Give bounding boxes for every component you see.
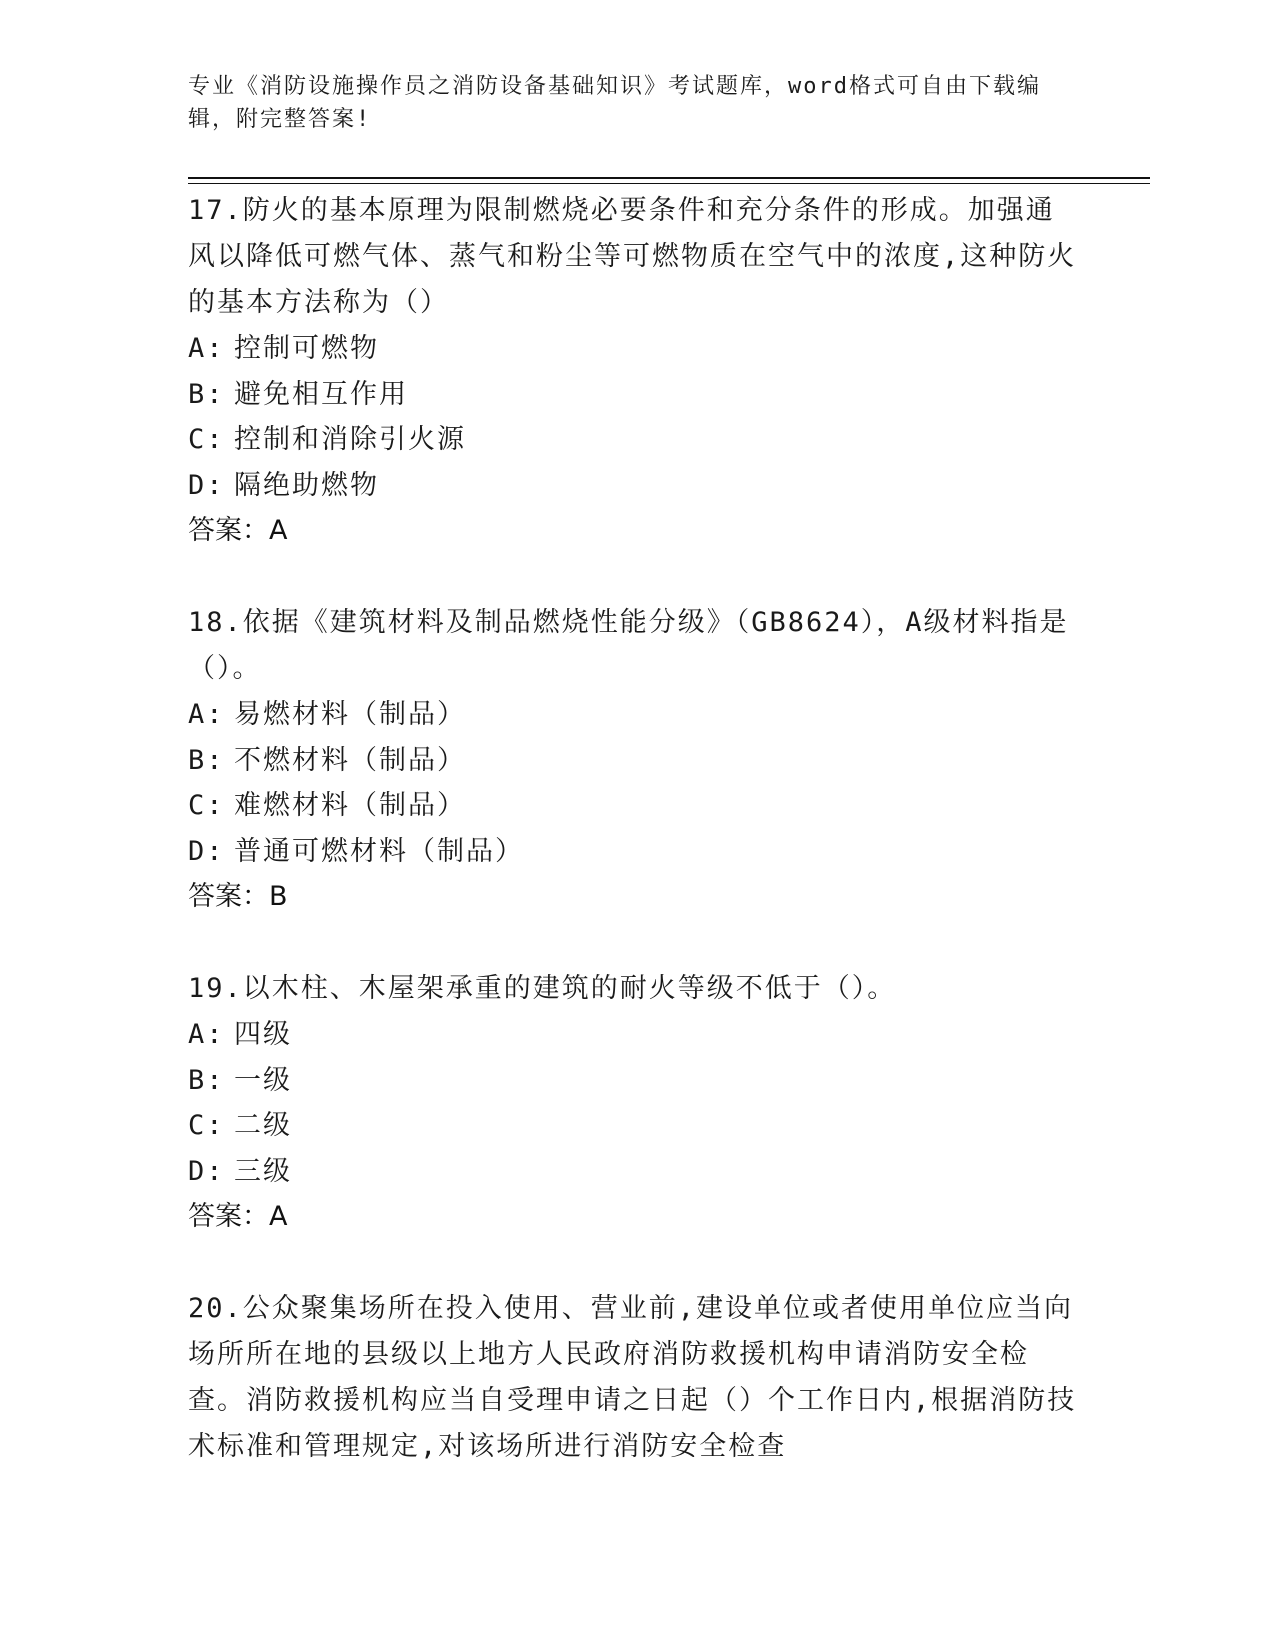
answer-label: 答案：A (188, 515, 288, 546)
option-key: D: (188, 835, 225, 867)
option-key: D: (188, 1155, 225, 1187)
option-key: A: (188, 699, 225, 730)
question-18 (188, 600, 1078, 920)
question-20 (188, 1286, 1078, 1470)
option-a (188, 692, 1078, 738)
option-d (188, 1149, 1078, 1195)
header-divider-thin (188, 183, 1150, 184)
option-key: B: (188, 378, 225, 410)
option-c (188, 783, 1078, 829)
option-key: A: (188, 333, 225, 364)
option-text: 避免相互作用 (234, 378, 408, 410)
question-spacer (188, 1240, 1078, 1286)
question-stem: 17.防火的基本原理为限制燃烧必要条件和充分条件的形成。加强通风以降低可燃气体、蒸气和粉尘等可燃物质在空气中的浓度,这种防火的基本方法称为（） (188, 195, 1077, 318)
option-key: A: (188, 1019, 225, 1050)
option-a (188, 326, 1078, 372)
option-text: 控制和消除引火源 (234, 424, 466, 455)
option-c (188, 1103, 1078, 1149)
answer-label: 答案：A (188, 1201, 288, 1232)
option-text: 控制可燃物 (234, 333, 379, 364)
option-text: 隔绝助燃物 (234, 469, 379, 501)
question-stem: 19.以木柱、木屋架承重的建筑的耐火等级不低于（）。 (188, 973, 897, 1004)
option-text: 难燃材料（制品） (234, 790, 466, 821)
option-b (188, 372, 1078, 418)
question-list (188, 188, 1078, 1470)
document-header: 专业《消防设施操作员之消防设备基础知识》考试题库，word格式可自由下载编辑，附完整答案! (188, 74, 1041, 132)
option-text: 二级 (234, 1110, 292, 1141)
option-d (188, 463, 1078, 509)
option-text: 不燃材料（制品） (234, 744, 466, 776)
question-17 (188, 188, 1078, 554)
question-19 (188, 966, 1078, 1240)
option-key: B: (188, 1064, 225, 1096)
option-d (188, 829, 1078, 875)
option-b (188, 1058, 1078, 1104)
option-text: 易燃材料（制品） (234, 699, 466, 730)
option-b (188, 738, 1078, 784)
option-key: D: (188, 469, 225, 501)
question-spacer (188, 554, 1078, 600)
question-stem: 18.依据《建筑材料及制品燃烧性能分级》（GB8624），A级材料指是（）。 (188, 607, 1069, 684)
option-text: 普通可燃材料（制品） (234, 835, 524, 867)
option-text: 四级 (234, 1019, 292, 1050)
option-key: B: (188, 744, 225, 776)
option-text: 一级 (234, 1064, 292, 1096)
option-key: C: (188, 424, 225, 455)
option-a (188, 1012, 1078, 1058)
header-divider-thick (188, 177, 1150, 179)
option-text: 三级 (234, 1155, 292, 1187)
question-stem: 20.公众聚集场所在投入使用、营业前,建设单位或者使用单位应当向场所所在地的县级以上地方人民政府消防救援机构申请消防安全检查。消防救援机构应当自受理申请之日起（）个工作日内,根据消防技术标准和管理规定,对该场所进行消防安全检查 (188, 1293, 1077, 1462)
option-key: C: (188, 1110, 225, 1141)
option-c (188, 417, 1078, 463)
answer-label: 答案：B (188, 881, 288, 912)
option-key: C: (188, 790, 225, 821)
question-spacer (188, 920, 1078, 966)
